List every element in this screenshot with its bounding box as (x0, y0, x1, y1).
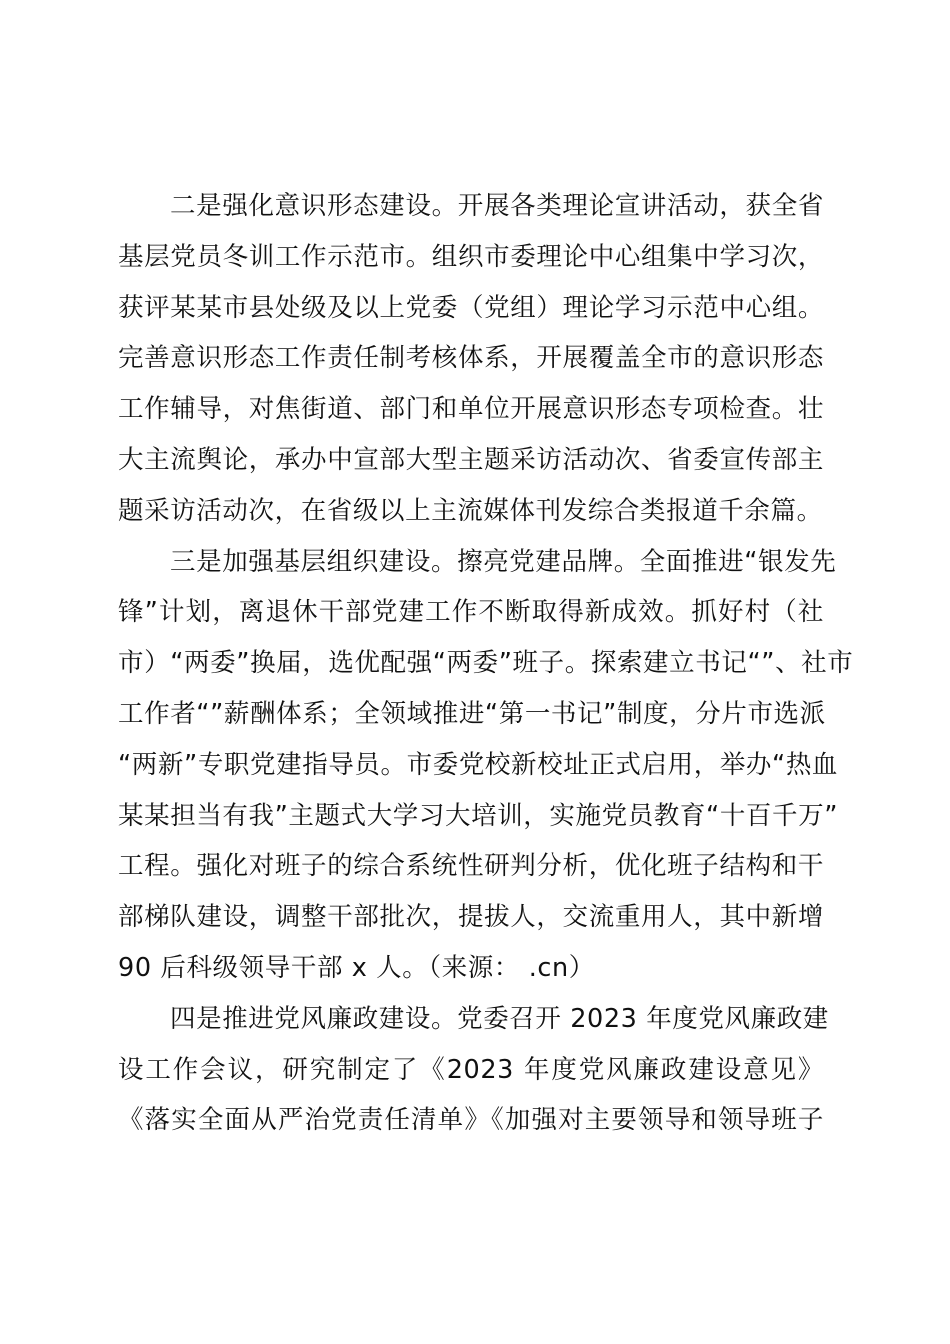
text-line: 工作者“”薪酬体系；全领域推进“第一书记”制度，分片市选派 (118, 698, 826, 729)
text-line: 三是加强基层组织建设。擦亮党建品牌。全面推进“银发先 (170, 546, 837, 577)
text-line: 锋”计划，离退休干部党建工作不断取得新成效。抓好村（社 (118, 597, 824, 628)
text-line: 90 后科级领导干部 x 人。（来源： .cn） (118, 952, 595, 983)
text-line: 题采访活动次，在省级以上主流媒体刊发综合类报道千余篇。 (118, 495, 823, 526)
text-line: 某某担当有我”主题式大学习大培训，实施党员教育“十百千万” (118, 800, 839, 831)
text-line: 基层党员冬训工作示范市。组织市委理论中心组集中学习次， (118, 241, 824, 272)
text-line: 工程。强化对班子的综合系统性研判分析，优化班子结构和干 (118, 851, 824, 882)
paragraph-ideology-construction (118, 181, 824, 537)
text-line: “两新”专职党建指导员。市委党校新校址正式启用，举办“热血 (118, 749, 839, 780)
text-line: 工作辅导，对焦街道、部门和单位开展意识形态专项检查。壮 (118, 394, 824, 425)
paragraph-grassroots-organization (118, 537, 854, 994)
text-line: 获评某某市县处级及以上党委（党组）理论学习示范中心组。 (118, 292, 824, 323)
document-body (118, 181, 854, 1146)
text-line: 市）“两委”换届，选优配强“两委”班子。探索建立书记“”、社市 (118, 648, 854, 679)
text-line: 四是推进党风廉政建设。党委召开 2023 年度党风廉政建 (170, 1003, 829, 1034)
text-line: 完善意识形态工作责任制考核体系，开展覆盖全市的意识形态 (118, 343, 824, 374)
text-line: 设工作会议，研究制定了《2023 年度党风廉政建设意见》 (118, 1054, 824, 1085)
text-line: 部梯队建设，调整干部批次，提拔人，交流重用人，其中新增 (118, 902, 824, 933)
text-line: 二是强化意识形态建设。开展各类理论宣讲活动，获全省 (170, 191, 824, 221)
text-line: 大主流舆论，承办中宣部大型主题采访活动次、省委宣传部主 (118, 444, 824, 475)
text-line: 《落实全面从严治党责任清单》《加强对主要领导和领导班子 (118, 1105, 824, 1136)
paragraph-party-integrity (118, 994, 829, 1146)
